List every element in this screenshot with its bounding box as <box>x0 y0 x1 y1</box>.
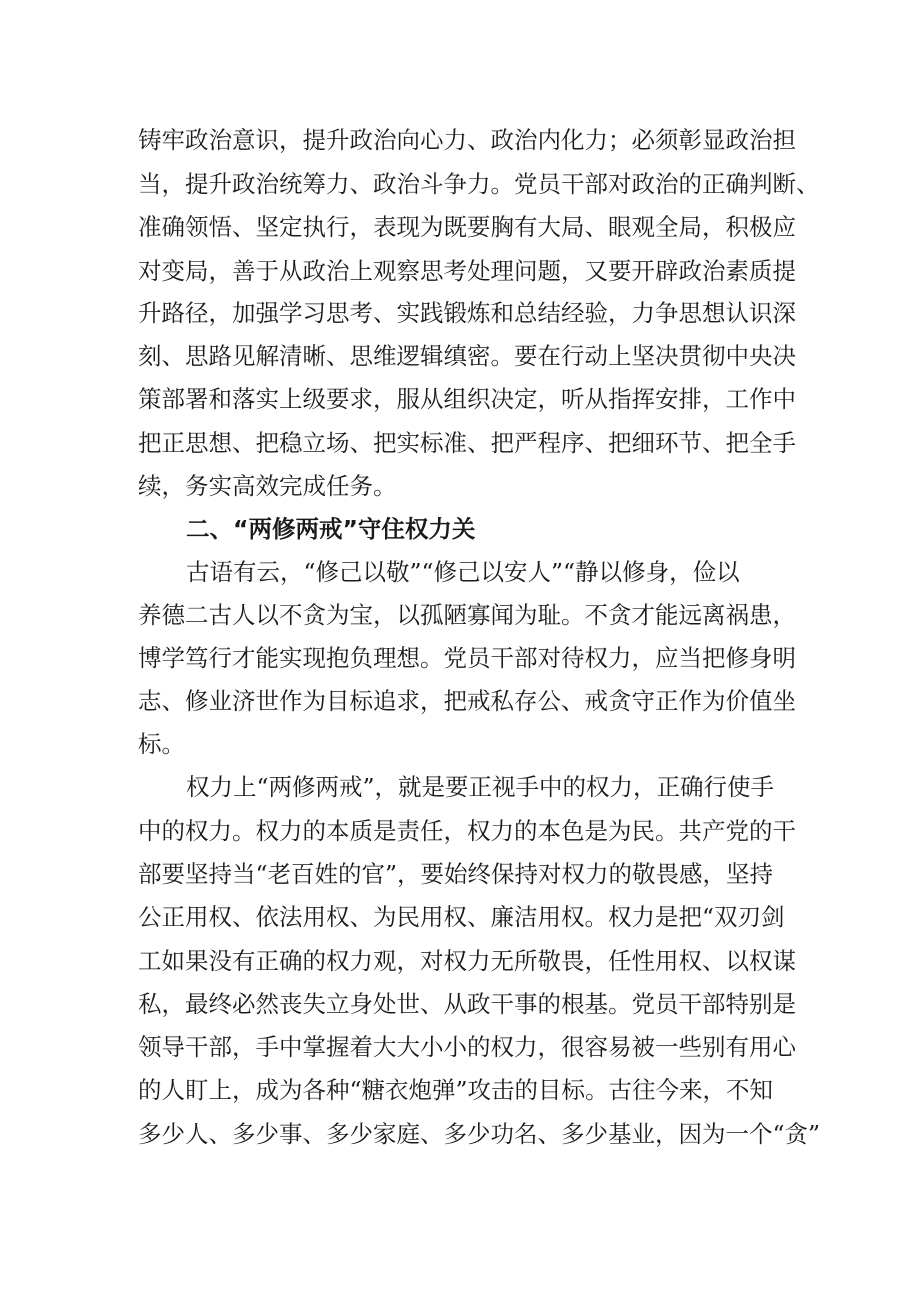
body-text-line: 准确领悟、坚定执行，表现为既要胸有大局、眼观全局，积极应 <box>138 213 796 241</box>
body-text-line: 公正用权、依法用权、为民用权、廉洁用权。权力是把“双刃剑 <box>138 903 785 931</box>
body-text-line: 策部署和落实上级要求，服从组织决定，听从指挥安排，工作中 <box>138 385 796 413</box>
body-text-line: 部要坚持当“老百姓的官”，要始终保持对权力的敬畏感，坚持 <box>138 860 774 888</box>
body-text-line: 古语有云，“修己以敬”“修己以安人”“静以修身，俭以 <box>186 558 740 586</box>
body-text-line: 对变局，善于从政治上观察思考处理问题，又要开辟政治素质提 <box>138 257 796 285</box>
body-text-line: 私，最终必然丧失立身处世、从政干事的根基。党员干部特别是 <box>138 990 796 1018</box>
body-text-line: 刻、思路见解清晰、思维逻辑缜密。要在行动上坚决贯彻中央决 <box>138 342 796 370</box>
section-heading: 二、“两修两戒”守住权力关 <box>186 515 476 543</box>
body-text-line: 升路径，加强学习思考、实践锻炼和总结经验，力争思想认识深 <box>138 299 796 327</box>
body-text-line: 把正思想、把稳立场、把实标准、把严程序、把细环节、把全手 <box>138 429 796 457</box>
body-text-line: 标。 <box>138 730 185 758</box>
body-text-line: 多少人、多少事、多少家庭、多少功名、多少基业，因为一个“贪” <box>138 1120 821 1148</box>
body-text-line: 的人盯上，成为各种“糖衣炮弹”攻击的目标。古往今来，不知 <box>138 1076 774 1104</box>
body-text-line: 工如果没有正确的权力观，对权力无所敬畏，任性用权、以权谋 <box>138 947 796 975</box>
body-text-line: 养德二古人以不贪为宝，以孤陋寡闻为耻。不贪才能远离祸患， <box>138 601 796 629</box>
body-text-line: 权力上“两修两戒”，就是要正视手中的权力，正确行使手 <box>186 773 775 801</box>
body-text-line: 续，务实高效完成任务。 <box>138 472 397 500</box>
body-text-line: 中的权力。权力的本质是责任，权力的本色是为民。共产党的干 <box>138 817 796 845</box>
body-text-line: 铸牢政治意识，提升政治向心力、政治内化力；必须彰显政治担 <box>138 126 796 154</box>
body-text-line: 志、修业济世作为目标追求，把戒私存公、戒贪守正作为价值坐 <box>138 687 796 715</box>
body-text-line: 领导干部，手中掌握着大大小小的权力，很容易被一些别有用心 <box>138 1033 796 1061</box>
body-text-line: 博学笃行才能实现抱负理想。党员干部对待权力，应当把修身明 <box>138 644 796 672</box>
body-text-line: 当，提升政治统筹力、政治斗争力。党员干部对政治的正确判断、 <box>138 170 820 198</box>
